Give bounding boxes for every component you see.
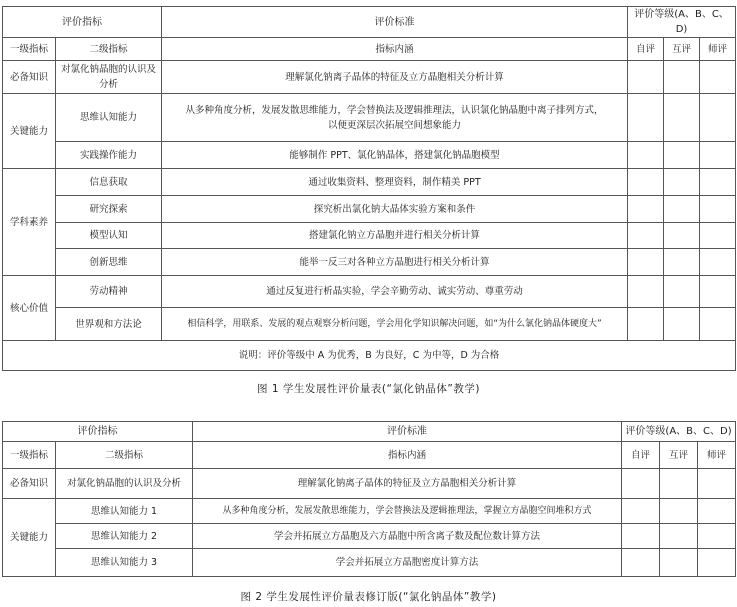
self-score-cell[interactable] <box>622 469 660 499</box>
teacher-score-cell[interactable] <box>698 469 736 499</box>
teacher-score-cell[interactable] <box>698 549 736 577</box>
self-score-cell[interactable] <box>628 276 664 308</box>
header-level1: 一级指标 <box>3 38 56 61</box>
indicator-content: 学会并拓展立方晶胞密度计算方法 <box>193 549 622 577</box>
sub-indicator: 对氯化钠晶胞的认识及分析 <box>56 61 162 94</box>
header-standard: 评价标准 <box>162 7 628 38</box>
indicator-content: 理解氯化钠离子晶体的特征及立方晶胞相关分析计算 <box>193 469 622 499</box>
evaluation-table-1 <box>2 6 736 371</box>
header-indicators: 评价指标 <box>3 7 162 38</box>
table-row <box>3 276 736 308</box>
table-row <box>3 196 736 223</box>
header-self: 自评 <box>628 38 664 61</box>
self-score-cell[interactable] <box>628 308 664 341</box>
teacher-score-cell[interactable] <box>700 61 736 94</box>
table-note: 说明：评价等级中 A 为优秀，B 为良好，C 为中等，D 为合格 <box>3 341 736 371</box>
group-label: 核心价值 <box>3 276 56 341</box>
peer-score-cell[interactable] <box>660 469 698 499</box>
teacher-score-cell[interactable] <box>700 249 736 276</box>
header-self: 自评 <box>622 442 660 469</box>
header-content: 指标内涵 <box>162 38 628 61</box>
peer-score-cell[interactable] <box>660 499 698 524</box>
peer-score-cell[interactable] <box>664 276 700 308</box>
indicator-content: 从多种角度分析，发展发散思维能力，学会替换法及逻辑推理法，认识氯化钠晶胞中离子排列方式，以便更深层次拓展空间想象能力 <box>162 94 628 142</box>
header-level2: 二级指标 <box>56 38 162 61</box>
self-score-cell[interactable] <box>628 249 664 276</box>
self-score-cell[interactable] <box>628 169 664 196</box>
indicator-content: 相信科学，用联系、发展的观点观察分析问题，学会用化学知识解决问题，如“为什么氯化钠晶体硬度大” <box>162 308 628 341</box>
teacher-score-cell[interactable] <box>698 524 736 549</box>
evaluation-table-2 <box>2 421 736 577</box>
teacher-score-cell[interactable] <box>700 223 736 249</box>
self-score-cell[interactable] <box>628 196 664 223</box>
peer-score-cell[interactable] <box>664 196 700 223</box>
indicator-content: 能举一反三对各种立方晶胞进行相关分析计算 <box>162 249 628 276</box>
table-row <box>3 308 736 341</box>
header-standard: 评价标准 <box>193 422 622 442</box>
figure-2-caption: 图 2 学生发展性评价量表修订版(“氯化钠晶体”教学) <box>240 591 497 603</box>
teacher-score-cell[interactable] <box>700 94 736 142</box>
header-peer: 互评 <box>660 442 698 469</box>
indicator-content: 通过收集资料、整理资料，制作精美 PPT <box>162 169 628 196</box>
header-content: 指标内涵 <box>193 442 622 469</box>
teacher-score-cell[interactable] <box>700 196 736 223</box>
table-row <box>3 549 736 577</box>
indicator-content: 从多种角度分析，发展发散思维能力，学会替换法及逻辑推理法，掌握立方晶胞空间堆积方式 <box>193 499 622 524</box>
table-row <box>3 223 736 249</box>
peer-score-cell[interactable] <box>660 524 698 549</box>
table-row <box>3 61 736 94</box>
peer-score-cell[interactable] <box>664 142 700 169</box>
indicator-content: 学会并拓展立方晶胞及六方晶胞中所含离子数及配位数计算方法 <box>193 524 622 549</box>
header-grade: 评价等级(A、B、C、D) <box>628 7 736 38</box>
self-score-cell[interactable] <box>622 549 660 577</box>
figure-1-caption: 图 1 学生发展性评价量表(“氯化钠晶体”教学) <box>257 383 480 395</box>
sub-indicator: 模型认知 <box>56 223 162 249</box>
header-teacher: 师评 <box>700 38 736 61</box>
self-score-cell[interactable] <box>628 142 664 169</box>
indicator-content: 能够制作 PPT、氯化钠晶体，搭建氯化钠晶胞模型 <box>162 142 628 169</box>
teacher-score-cell[interactable] <box>700 142 736 169</box>
indicator-content: 通过反复进行析晶实验，学会辛勤劳动、诚实劳动、尊重劳动 <box>162 276 628 308</box>
indicator-content: 探究析出氯化钠大晶体实验方案和条件 <box>162 196 628 223</box>
table-row <box>3 142 736 169</box>
self-score-cell[interactable] <box>622 499 660 524</box>
group-label: 关键能力 <box>3 94 56 169</box>
sub-indicator: 思维认知能力 <box>56 94 162 142</box>
sub-indicator: 实践操作能力 <box>56 142 162 169</box>
header-level1: 一级指标 <box>3 442 56 469</box>
header-grade: 评价等级(A、B、C、D) <box>622 422 736 442</box>
header-teacher: 师评 <box>698 442 736 469</box>
teacher-score-cell[interactable] <box>700 308 736 341</box>
sub-indicator: 劳动精神 <box>56 276 162 308</box>
self-score-cell[interactable] <box>622 524 660 549</box>
teacher-score-cell[interactable] <box>698 499 736 524</box>
peer-score-cell[interactable] <box>664 223 700 249</box>
header-indicators: 评价指标 <box>3 422 193 442</box>
sub-indicator: 思维认知能力 1 <box>56 499 193 524</box>
peer-score-cell[interactable] <box>664 308 700 341</box>
table-row <box>3 499 736 524</box>
peer-score-cell[interactable] <box>664 94 700 142</box>
self-score-cell[interactable] <box>628 223 664 249</box>
group-label: 必备知识 <box>3 61 56 94</box>
table-row <box>3 169 736 196</box>
peer-score-cell[interactable] <box>664 61 700 94</box>
sub-indicator: 思维认知能力 2 <box>56 524 193 549</box>
sub-indicator: 信息获取 <box>56 169 162 196</box>
peer-score-cell[interactable] <box>664 169 700 196</box>
table-row <box>3 469 736 499</box>
table-row <box>3 94 736 142</box>
indicator-content: 理解氯化钠离子晶体的特征及立方晶胞相关分析计算 <box>162 61 628 94</box>
group-label: 关键能力 <box>3 499 56 577</box>
teacher-score-cell[interactable] <box>700 169 736 196</box>
table-row <box>3 249 736 276</box>
teacher-score-cell[interactable] <box>700 276 736 308</box>
sub-indicator: 研究探索 <box>56 196 162 223</box>
self-score-cell[interactable] <box>628 61 664 94</box>
sub-indicator: 思维认知能力 3 <box>56 549 193 577</box>
peer-score-cell[interactable] <box>664 249 700 276</box>
sub-indicator: 创新思维 <box>56 249 162 276</box>
self-score-cell[interactable] <box>628 94 664 142</box>
table-row <box>3 524 736 549</box>
sub-indicator: 对氯化钠晶胞的认识及分析 <box>56 469 193 499</box>
sub-indicator: 世界观和方法论 <box>56 308 162 341</box>
group-label: 必备知识 <box>3 469 56 499</box>
header-level2: 二级指标 <box>56 442 193 469</box>
group-label: 学科素养 <box>3 169 56 276</box>
peer-score-cell[interactable] <box>660 549 698 577</box>
header-peer: 互评 <box>664 38 700 61</box>
indicator-content: 搭建氯化钠立方晶胞并进行相关分析计算 <box>162 223 628 249</box>
